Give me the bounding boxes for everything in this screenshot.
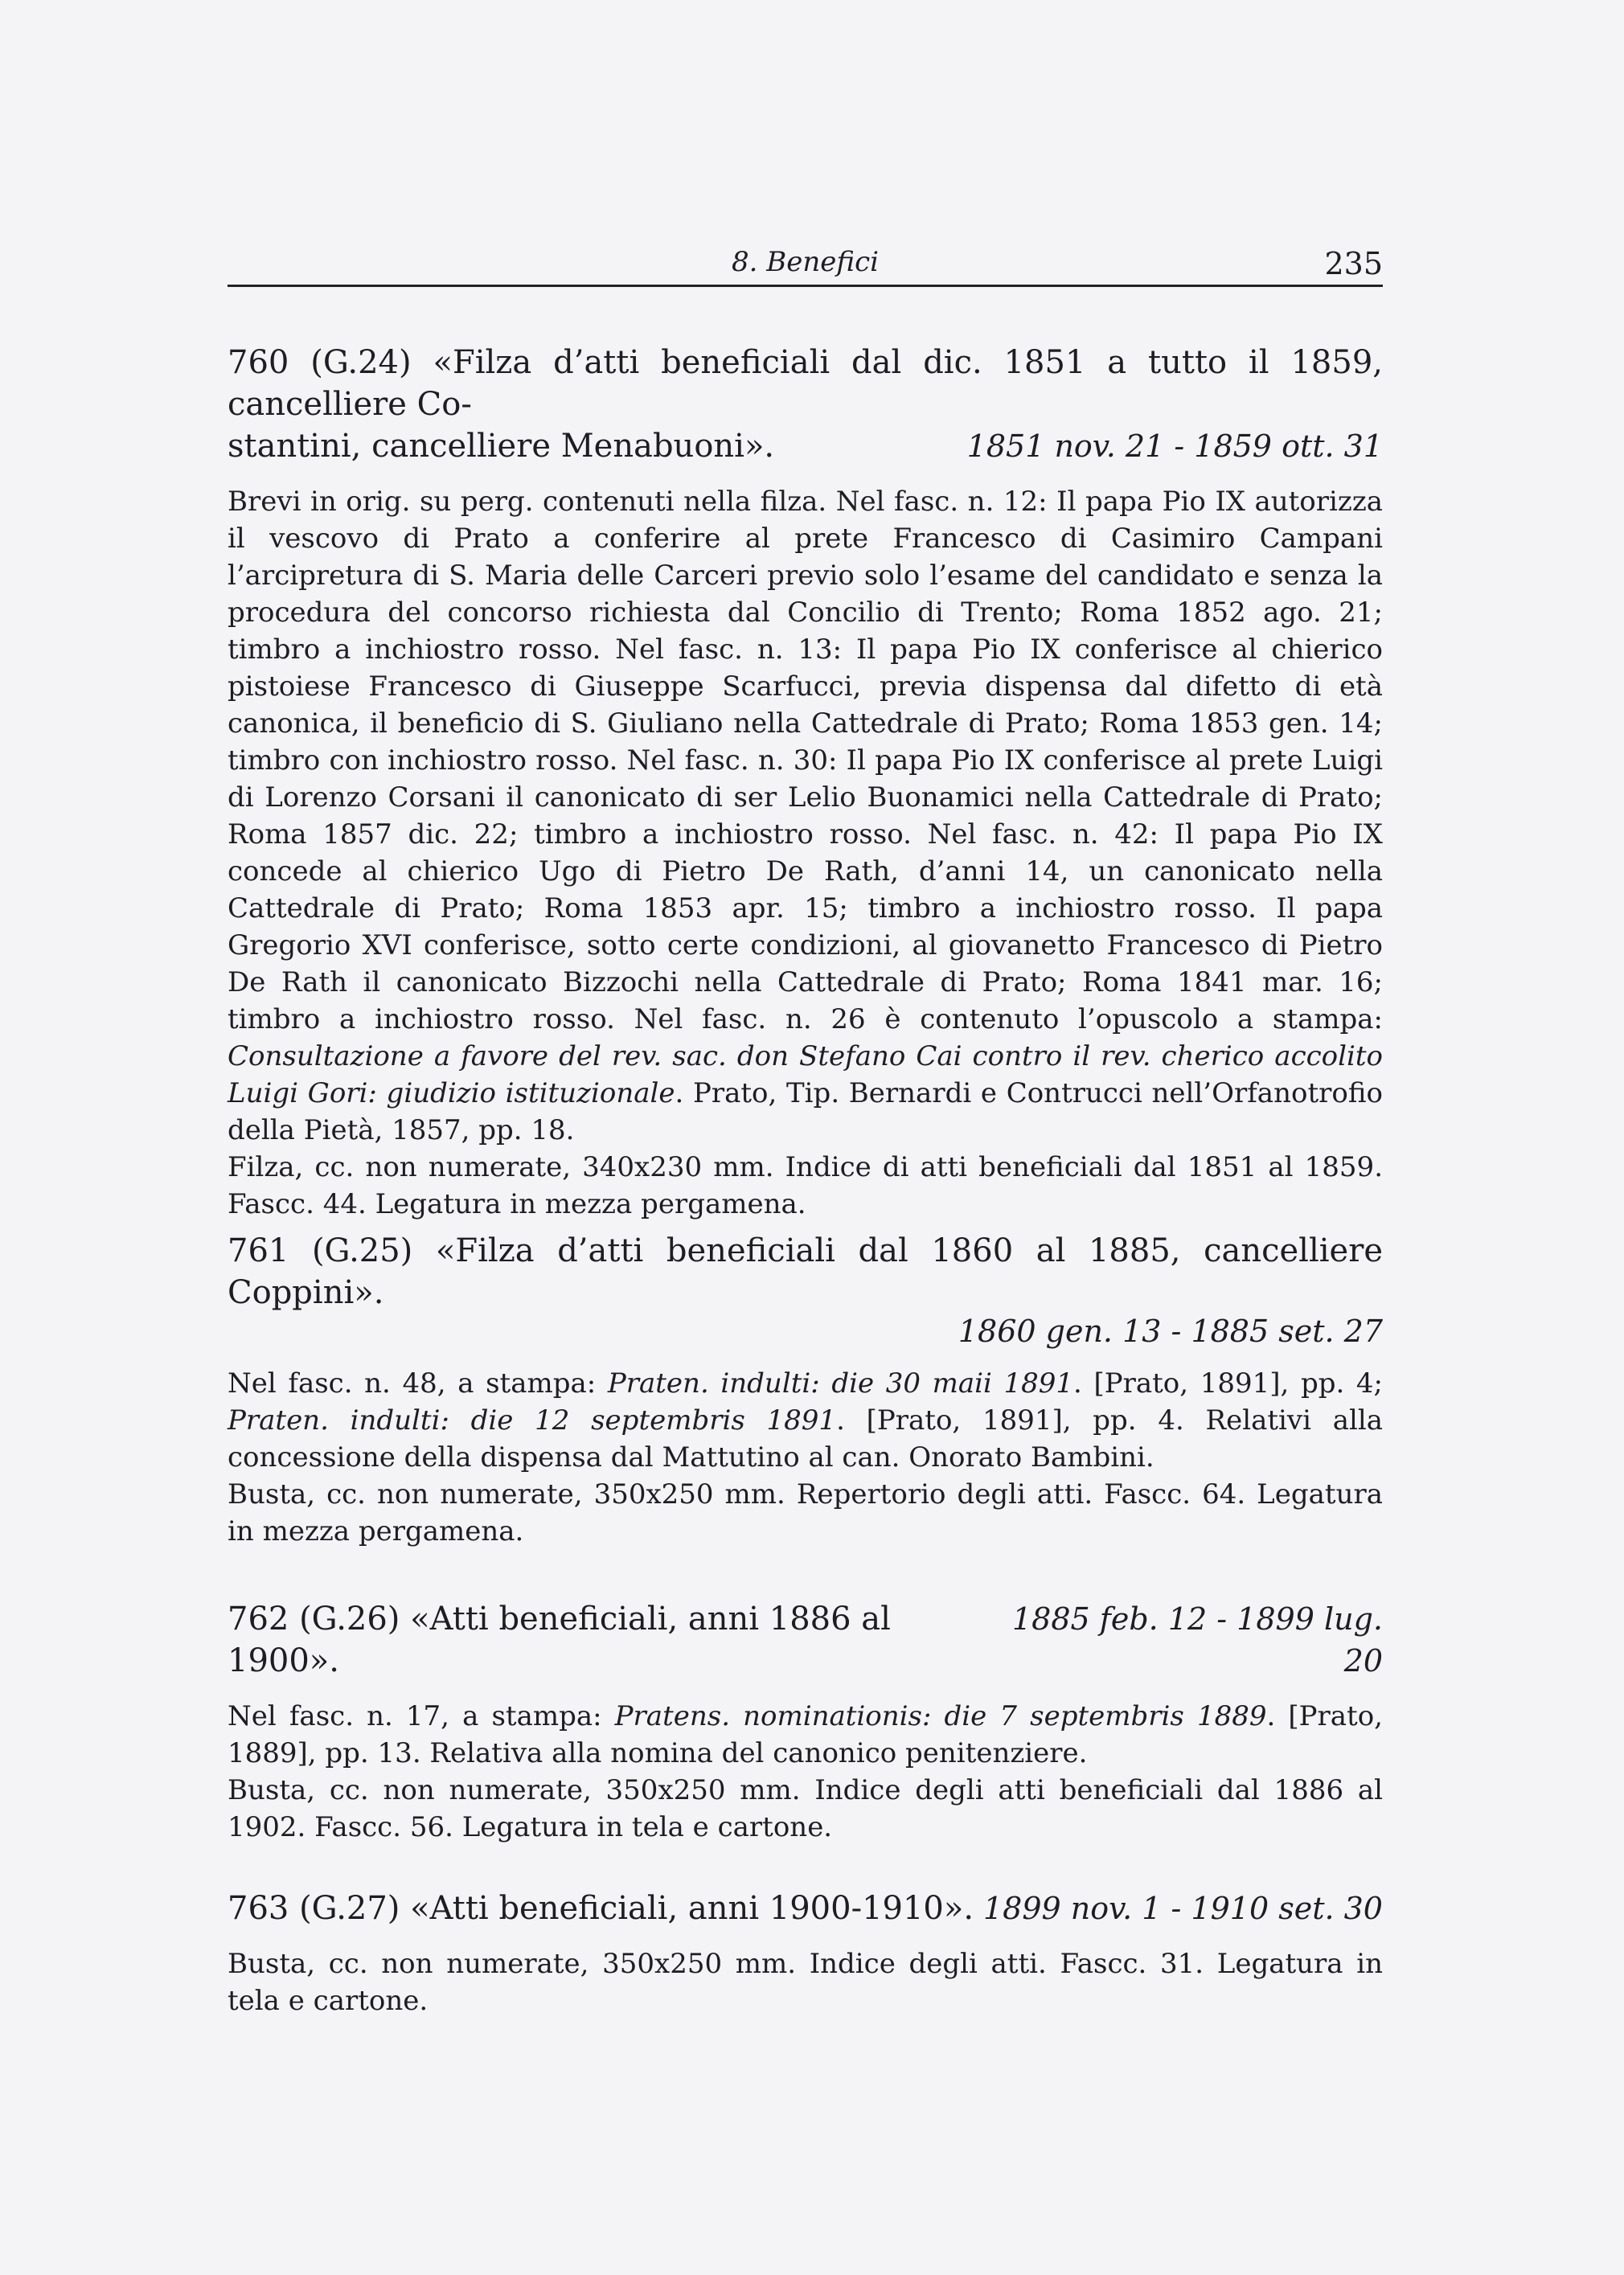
entry-body <box>228 1365 1383 1550</box>
entry-762 <box>228 1598 1383 1846</box>
entry-title: 761 (G.25) «Filza d’atti beneficiali dal 1860 al 1885, cancelliere Coppini». <box>228 1232 1383 1311</box>
chapter-title: 8. Benefici <box>732 246 879 278</box>
page-number: 235 <box>1324 246 1383 281</box>
entry-date: 1851 nov. 21 - 1859 ott. 31 <box>966 428 1383 464</box>
entry-physical-description: Filza, cc. non numerate, 340x230 mm. Indice di atti beneficiali dal 1851 al 1859. Fascc. 44. Legatura in mezza pergamena. <box>228 1151 1383 1220</box>
entry-description: Nel fasc. n. 48, a stampa: Praten. indulti: die 30 maii 1891. [Prato, 1891], pp. 4; Praten. indulti: die 12 septembris 1891. [Prato, 1891], pp. 4. Relativi alla concessione della dispensa dal Mattutino al can. Onorato Bambini. <box>228 1367 1383 1474</box>
entry-title: 762 (G.26) «Atti beneficiali, anni 1886 al 1900». <box>228 1601 891 1679</box>
entry-description: Nel fasc. n. 17, a stampa: Pratens. nominationis: die 7 septembris 1889. [Prato, 1889], pp. 13. Relativa alla nomina del canonico penitenziere. <box>228 1700 1383 1769</box>
entry-760 <box>228 342 1383 1223</box>
entry-title: 763 (G.27) «Atti beneficiali, anni 1900-1910». <box>228 1890 974 1927</box>
entry-body <box>228 483 1383 1223</box>
entry-763 <box>228 1888 1383 2019</box>
running-header <box>228 243 1383 287</box>
entry-date: 1885 feb. 12 - 1899 lug. 20 <box>1012 1601 1383 1679</box>
entry-physical-description: Busta, cc. non numerate, 350x250 mm. Indice degli atti. Fascc. 31. Legatura in tela e cartone. <box>228 1948 1383 2017</box>
entry-description: Brevi in orig. su perg. contenuti nella filza. Nel fasc. n. 12: Il papa Pio IX autorizza il vescovo di Prato a conferire al prete Francesco di Casimiro Campani l’arcipretura di S. Maria delle Carceri previo solo l’esame del candidato e senza la procedura del concorso richiesta dal Concilio di Trento; Roma 1852 ago. 21; timbro a inchiostro rosso. Nel fasc. n. 13: Il papa Pio IX conferisce al chierico pistoiese Francesco di Giuseppe Scarfucci, previa dispensa dal difetto di età canonica, il beneficio di S. Giuliano nella Cattedrale di Prato; Roma 1853 gen. 14; timbro con inchiostro rosso. Nel fasc. n. 30: Il papa Pio IX conferisce al prete Luigi di Lorenzo Corsani il canonicato di ser Lelio Buonamici nella Cattedrale di Prato; Roma 1857 dic. 22; timbro a inchiostro rosso. Nel fasc. n. 42: Il papa Pio IX concede al chierico Ugo di Pietro De Rath, d’anni 14, un canonicato nella Cattedrale di Prato; Roma 1853 apr. 15; timbro a inchiostro rosso. Il papa Gregorio XVI conferisce, sotto certe condizioni, al giovanetto Francesco di Pietro De Rath il canonicato Bizzochi nella Cattedrale di Prato; Roma 1841 mar. 16; timbro a inchiostro rosso. Nel fasc. n. 26 è contenuto l’opuscolo a stampa: Consultazione a favore del rev. sac. don Stefano Cai contro il rev. cherico accolito Luigi Gori: giudizio istituzionale. Prato, Tip. Bernardi e Contrucci nell’Orfanotrofio della Pietà, 1857, pp. 18. <box>228 486 1383 1146</box>
entry-body <box>228 1945 1383 2019</box>
entry-date: 1860 gen. 13 - 1885 set. 27 <box>958 1314 1383 1349</box>
entry-physical-description: Busta, cc. non numerate, 350x250 mm. Repertorio degli atti. Fascc. 64. Legatura in mezza pergamena. <box>228 1478 1383 1547</box>
entry-body <box>228 1698 1383 1846</box>
entry-date: 1899 nov. 1 - 1910 set. 30 <box>983 1891 1383 1926</box>
entry-title: 760 (G.24) «Filza d’atti beneficiali dal dic. 1851 a tutto il 1859, cancelliere Co- <box>228 344 1383 423</box>
entry-761 <box>228 1230 1383 1550</box>
entry-title-continued: stantini, cancelliere Menabuoni». <box>228 428 775 465</box>
entry-physical-description: Busta, cc. non numerate, 350x250 mm. Indice degli atti beneficiali dal 1886 al 1902. Fascc. 56. Legatura in tela e cartone. <box>228 1774 1383 1843</box>
